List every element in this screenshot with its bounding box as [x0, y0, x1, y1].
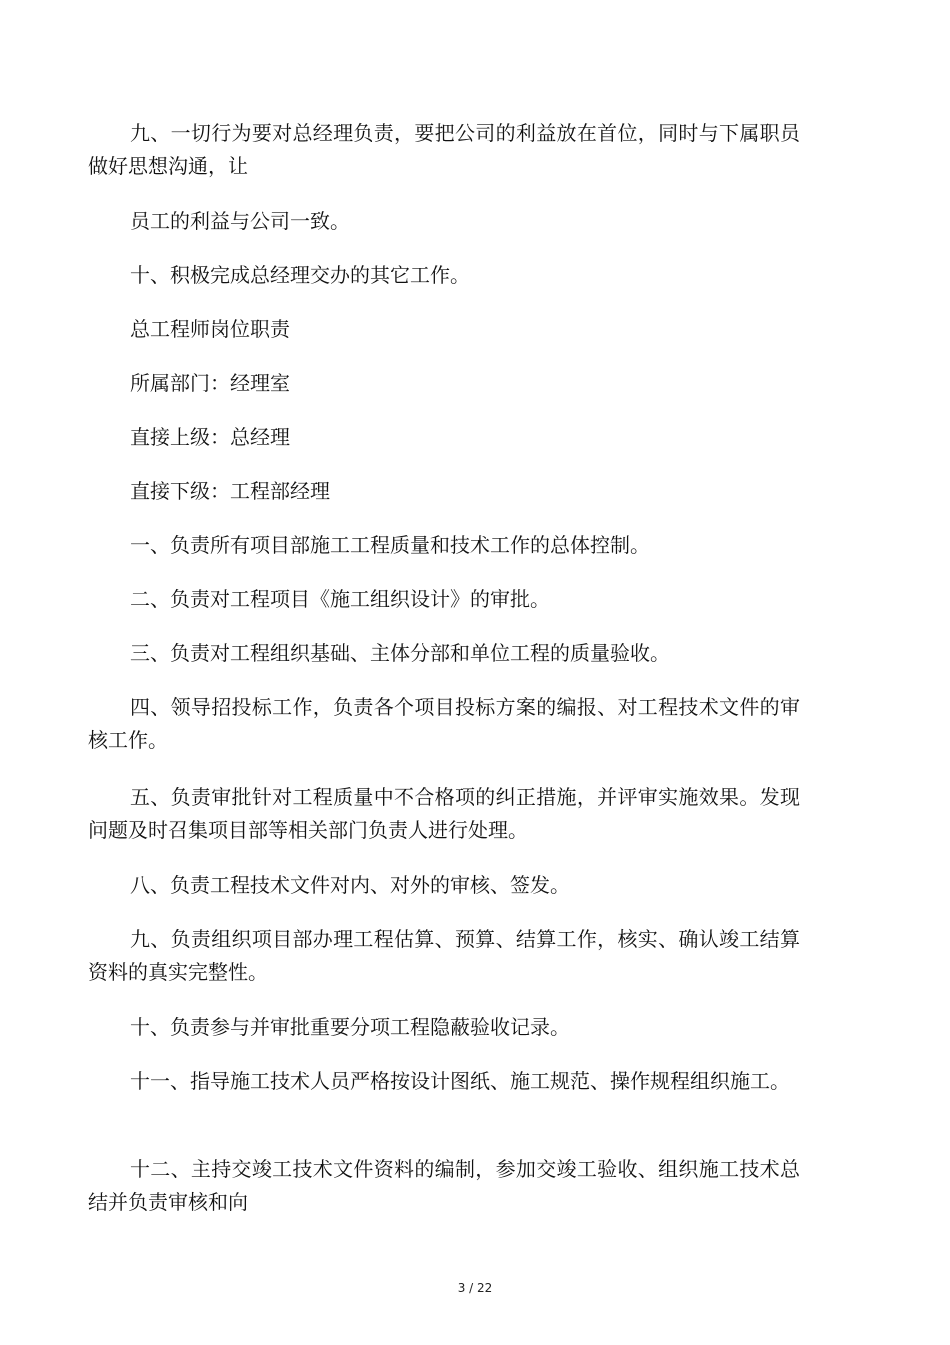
- paragraph: 九、一切行为要对总经理负责，要把公司的利益放在首位，同时与下属职员做好思想沟通，让: [88, 121, 800, 178]
- paragraph: 二、负责对工程项目《施工组织设计》的审批。: [130, 587, 550, 611]
- paragraph: 八、负责工程技术文件对内、对外的审核、签发。: [130, 873, 570, 897]
- paragraph: 所属部门：经理室: [130, 371, 290, 395]
- paragraph: 十、积极完成总经理交办的其它工作。: [130, 263, 470, 287]
- paragraph: 九、负责组织项目部办理工程估算、预算、结算工作，核实、确认竣工结算资料的真实完整性。: [88, 927, 800, 984]
- paragraph: 员工的利益与公司一致。: [130, 209, 350, 233]
- paragraph: 十、负责参与并审批重要分项工程隐蔽验收记录。: [130, 1015, 570, 1039]
- paragraph: 一、负责所有项目部施工工程质量和技术工作的总体控制。: [130, 533, 650, 557]
- section-title: 总工程师岗位职责: [130, 317, 290, 341]
- paragraph: 直接下级：工程部经理: [130, 479, 330, 503]
- paragraph: 十二、主持交竣工技术文件资料的编制，参加交竣工验收、组织施工技术总结并负责审核和向: [88, 1157, 800, 1214]
- paragraph: 十一、指导施工技术人员严格按设计图纸、施工规范、操作规程组织施工。: [130, 1069, 790, 1093]
- paragraph: 三、负责对工程组织基础、主体分部和单位工程的质量验收。: [130, 641, 670, 665]
- paragraph: 四、领导招投标工作，负责各个项目投标方案的编报、对工程技术文件的审核工作。: [88, 695, 800, 752]
- page-number: 3 / 22: [457, 1281, 493, 1295]
- paragraph: 直接上级：总经理: [130, 425, 290, 449]
- paragraph: 五、负责审批针对工程质量中不合格项的纠正措施，并评审实施效果。发现问题及时召集项目部等相关部门负责人进行处理。: [88, 785, 800, 842]
